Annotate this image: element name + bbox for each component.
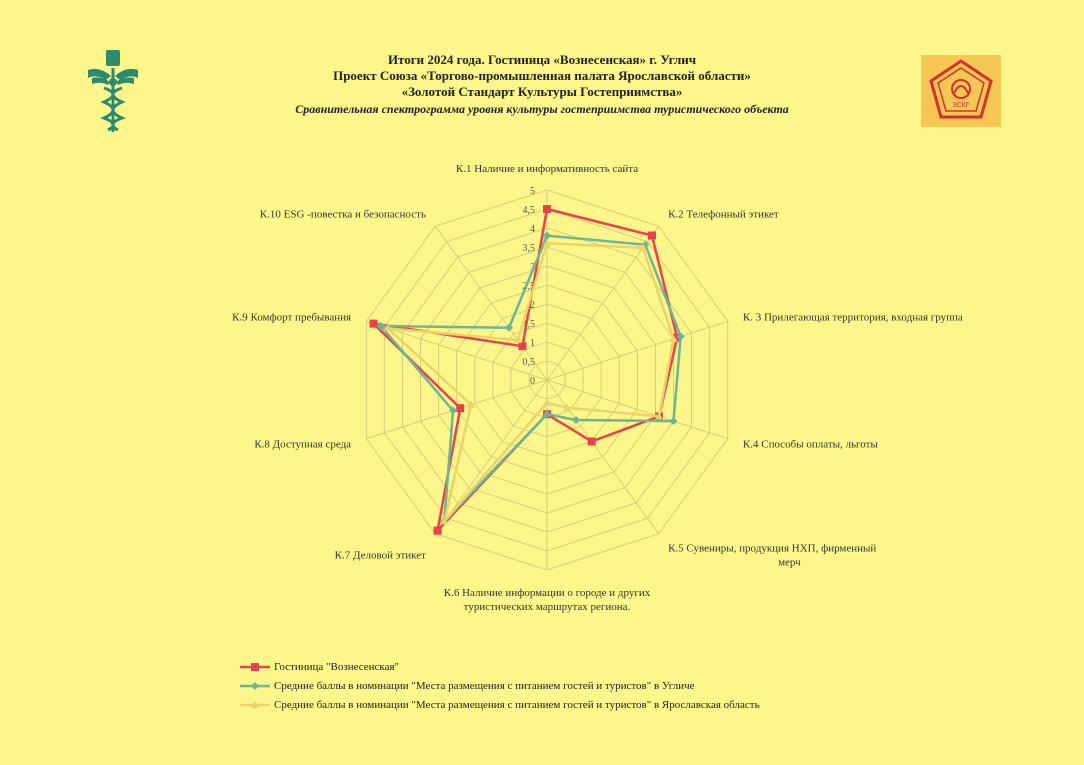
category-label-line: К.5 Сувениры, продукция НХП, фирменный: [668, 542, 877, 555]
category-label-line: К.9 Комфорт пребывания: [232, 311, 352, 324]
tick-label: 3: [530, 262, 535, 273]
legend-label: Средние баллы в номинации "Места размещения с питанием гостей и туристов" в Угличе: [274, 679, 695, 692]
data-point: [434, 527, 442, 535]
legend-item: [238, 696, 760, 713]
category-label-line: К.7 Деловой этикет: [334, 549, 426, 562]
tick-label: 5: [530, 186, 535, 197]
category-label-line: К.6 Наличие информации о городе и других: [443, 587, 651, 599]
data-point: [518, 342, 526, 350]
grid-spoke: [547, 380, 659, 534]
tick-label: 2: [530, 300, 535, 311]
data-point: [543, 205, 551, 213]
category-label: [743, 439, 879, 451]
category-label-line: К. 3 Прилегающая территория, входная группа: [742, 311, 963, 324]
category-label-line: К.4 Способы оплаты, льготы: [742, 438, 878, 451]
tick-label: 4: [530, 224, 535, 235]
category-label: [743, 311, 963, 323]
category-label: [260, 208, 426, 220]
legend-label: Средние баллы в номинации "Места размещения с питанием гостей и туристов" в Ярославская область: [274, 698, 760, 711]
data-point: [505, 324, 513, 332]
data-point: [456, 404, 464, 412]
legend-label: Гостиница "Вознесенская": [274, 660, 400, 673]
data-point: [588, 437, 596, 445]
category-label: [444, 587, 651, 613]
chart-legend: [238, 658, 760, 715]
header-line-2: Проект Союза «Торгово-промышленная палата Ярославской области»: [333, 68, 751, 83]
data-point: [669, 417, 677, 425]
category-label-line: К.10 ESG -повестка и безопасность: [259, 208, 426, 221]
tick-label: 0: [530, 376, 535, 387]
category-label: [668, 208, 779, 220]
header-subtitle: Сравнительная спектрограмма уровня культуры гостеприимства туристического объекта: [295, 102, 789, 116]
data-point: [370, 320, 378, 328]
data-point: [648, 232, 656, 240]
category-label: [456, 163, 638, 175]
category-label-line: К.2 Телефонный этикет: [668, 208, 779, 221]
legend-swatch: [238, 662, 272, 672]
category-label-line: туристических маршрутах региона.: [463, 601, 631, 613]
tick-label: 2,5: [522, 281, 535, 292]
header-line-1: Итоги 2024 года. Гостиница «Вознесенская» г. Углич: [387, 52, 697, 67]
category-label-line: мерч: [778, 556, 801, 569]
data-point: [572, 416, 580, 424]
category-label: [254, 439, 351, 451]
category-label: [232, 311, 351, 323]
radar-category-labels: [232, 163, 963, 613]
header-line-3: «Золотой Стандарт Культуры Гостеприимства»: [401, 84, 683, 99]
tick-label: 3,5: [522, 243, 535, 254]
category-label: [668, 543, 876, 569]
zskg-logo-text: ЗСКГ: [952, 102, 970, 109]
legend-item: [238, 677, 760, 694]
tick-label: 4,5: [522, 205, 535, 216]
legend-swatch: [238, 700, 272, 710]
legend-swatch: [238, 681, 272, 691]
category-label: [335, 550, 426, 562]
tick-label: 1,5: [522, 319, 535, 330]
tick-label: 0,5: [522, 357, 535, 368]
legend-item: [238, 658, 760, 675]
category-label-line: К.8 Доступная среда: [254, 438, 352, 451]
category-label-line: К.1 Наличие и информативность сайта: [455, 163, 639, 175]
tick-label: 1: [530, 338, 535, 349]
data-point: [543, 232, 551, 240]
